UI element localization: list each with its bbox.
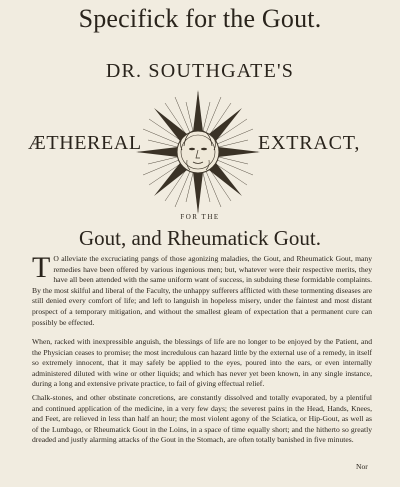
maker-name: DR. SOUTHGATE'S bbox=[105, 60, 295, 82]
title-word-extract: EXTRACT, bbox=[258, 132, 361, 154]
paragraph-1 bbox=[32, 251, 372, 328]
page-title: Specifick for the Gout. bbox=[78, 4, 322, 33]
title-word-aethereal: ÆTHEREAL bbox=[28, 132, 142, 154]
catchword: Nor bbox=[356, 462, 368, 471]
paragraph-3: Chalk-stones, and other obstinate concretions, are constantly dissolved and totally evaporated, by a plentiful and continued application of the medicine, in a very few days; the severest pains in the Head, Hands, Knees, and Feet, are relieved in less than half an hour; the most violent agony of the Sciatica, or Hip-Gout, as well as of the Lumbago, or Rheumatick Gout in the Loins, in a space of time equally short; and the hitherto so greatly dreaded and justly alarming attacks of the Gout in the Stomach, are often totally banished in five minutes. bbox=[32, 393, 372, 445]
for-the-label: FOR THE bbox=[180, 213, 220, 221]
sun-face-starburst-icon bbox=[132, 86, 264, 218]
drop-cap: T bbox=[32, 251, 51, 284]
paragraph-2: When, racked with inexpressible anguish, the blessings of life are no longer to be enjoyed by the Patient, and the Physician ceases to promise; the most incredulous can hazard little by the external use of a remedy, in itself so extremely innocent, that it may safely be applied to the eyes, poured into the ears, or even internally administered diluted with wine or other liquids; and which has never yet been known, in any single instance, during a long and extensive private practice, to fail of giving effectual relief. bbox=[32, 337, 372, 389]
paragraph-1-text: O alleviate the excruciating pangs of those agonizing maladies, the Gout, and Rheumatick Gout, many remedies have been offered by various ingenious men; but, whatever were their respective merits, they have all been attended with the same uniform want of success, in subduing these formidable complaints. By the most skilful and liberal of the Faculty, the unhappy sufferers afflicted with these tormenting diseases are still denied every comfort of life; and left to languish in hopeless misery, under the faintest and most distant prospect of a temporary mitigation, and without the smallest gleam of expectation that a permanent cure can possibly be effected. bbox=[32, 254, 372, 327]
page-subtitle: Gout, and Rheumatick Gout. bbox=[78, 226, 322, 250]
